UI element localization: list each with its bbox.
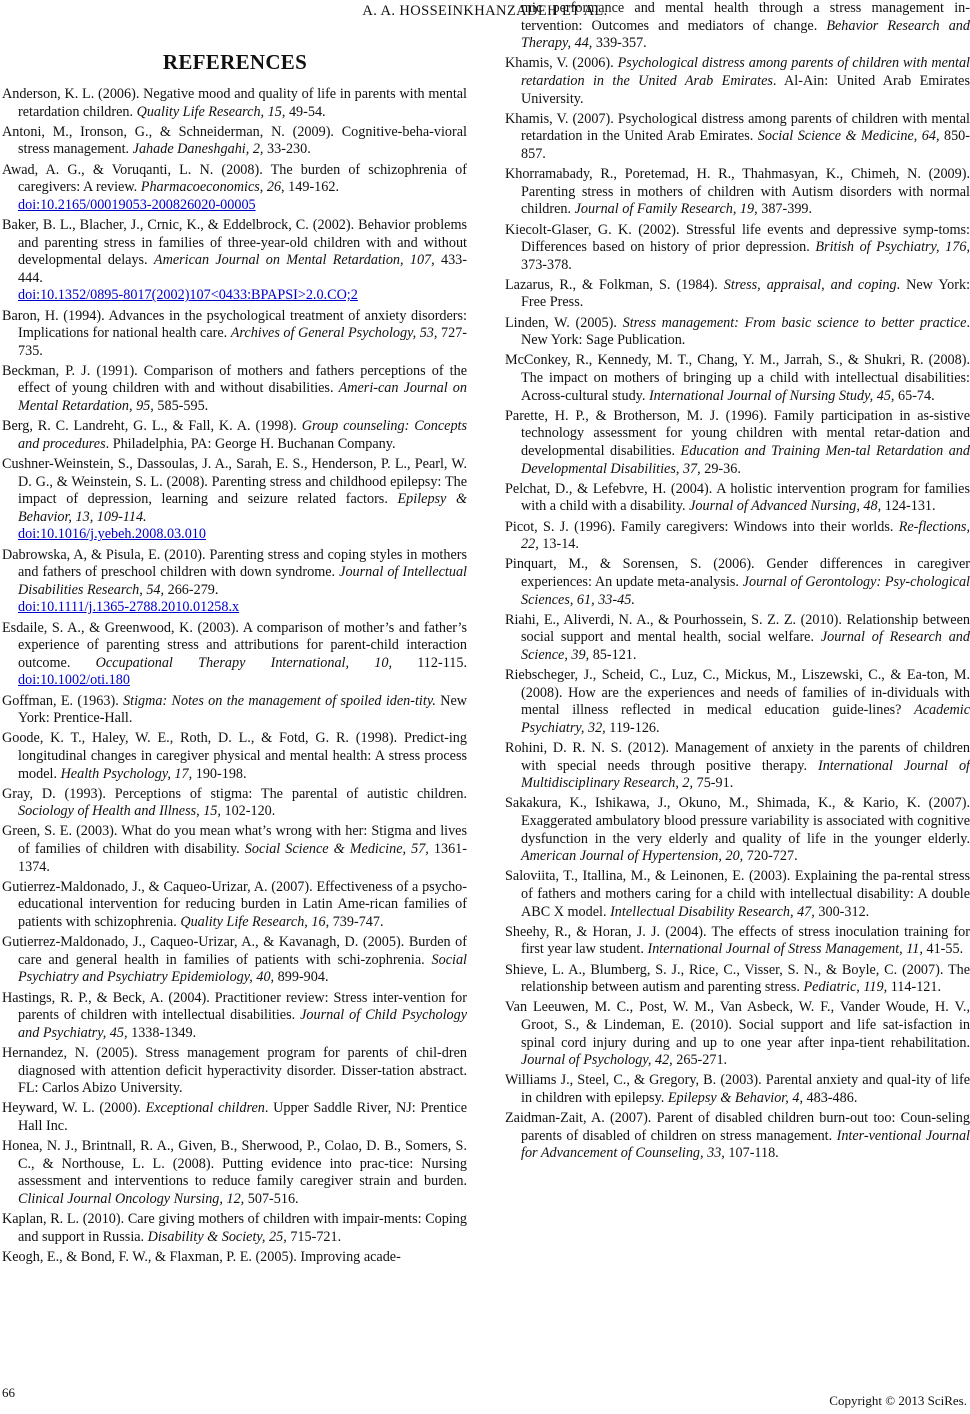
reference-text: . New York: Sage Publication. [521, 314, 970, 349]
journal-title: Epilepsy & Behavior, 13, 109-114. [18, 491, 468, 525]
reference-entry [2, 1138, 467, 1208]
journal-title: Group counseling: Concepts and procedures [18, 418, 467, 452]
reference-text: 13-14. [538, 536, 579, 553]
reference-entry [505, 868, 970, 921]
reference-text: Antoni, M., Ironson, G., & Schneiderman, N. (2009). Cognitive-beha-vioral stress management. [2, 123, 467, 158]
journal-title: Stigma: Notes on the management of spoiled iden-tity. [123, 692, 436, 709]
reference-text: . Upper Saddle River, NJ: Prentice Hall Inc. [18, 1100, 467, 1134]
reference-entry [2, 86, 467, 121]
running-head: A. A. HOSSEINKHANZADEH ET AL. [362, 3, 608, 19]
journal-title: American Journal on Mental Retardation, 107, [153, 252, 435, 269]
journal-title: Journal of Child Psychology and Psychiatry, 45, [18, 1007, 467, 1041]
reference-entry [505, 519, 970, 554]
reference-entry [505, 315, 970, 350]
reference-text: Gutierrez-Maldonado, J., & Caqueo-Urizar, A. (2007). Effectiveness of a psycho-educational intervention for reducing burden in Latin Ame-rican families of patients with schizophrenia. [2, 878, 467, 931]
reference-text: Shieve, L. A., Blumberg, S. J., Rice, C., Visser, S. N., & Boyle, C. (2007). The relationship between autism and parenting stress. [505, 961, 970, 996]
reference-entry [2, 730, 467, 783]
reference-text: Goode, K. T., Haley, W. E., Roth, D. L., & Fotd, G. R. (1998). Predict-ing longitudinal changes in caregiver physical and mental health: A stress process model. [2, 730, 467, 782]
journal-title: Inter-ventional Journal for Advancement of Counseling, 33, [521, 1127, 970, 1162]
journal-title: British of Psychiatry, 176, [815, 239, 970, 256]
reference-text: Heyward, W. L. (2000). [2, 1100, 146, 1117]
reference-entry [505, 222, 970, 275]
reference-text: Honea, N. J., Brintnall, R. A., Given, B., Sherwood, P., Colao, D. B., Somers, S. C., & Northouse, L. L. (2008). Putting evidence into prac-tice: Nursing assessment and interventions to reduce family caregiver strain and burden. [2, 1138, 467, 1190]
reference-entry [2, 1211, 467, 1246]
reference-entry [2, 990, 467, 1043]
reference-text: Picot, S. J. (1996). Family caregivers: Windows into their worlds. [505, 518, 899, 535]
reference-entry [2, 124, 467, 159]
reference-text: McConkey, R., Kennedy, M. T., Chang, Y. M., Jarrah, S., & Shukri, R. (2008). The impact on mothers of bringing up a child with intellectual disabilities: Across-cultural study. [505, 352, 970, 404]
journal-title: Occupational Therapy International, 10, [95, 654, 392, 671]
journal-title: Re-flections, 22, [521, 518, 970, 553]
journal-title: Social Science & Medicine, 57, [244, 841, 429, 858]
reference-entry [2, 456, 467, 544]
reference-text: Goffman, E. (1963). [2, 692, 124, 709]
reference-entry [505, 352, 970, 405]
doi-link[interactable]: doi:10.1111/j.1365-2788.2010.01258.x [18, 599, 240, 616]
doi-link[interactable]: doi:10.1002/oti.180 [18, 672, 130, 689]
reference-entry [505, 612, 970, 665]
journal-title: Stress [723, 276, 758, 293]
reference-text: 124-131. [881, 498, 936, 515]
journal-title: International Journal of Nursing Study, 45, [648, 387, 895, 404]
reference-entry [505, 740, 970, 793]
reference-continued: mic performance and mental health through a stress management in-tervention: Outcomes and mediators of change. Behavior Research and Therapy, 44, 339-357. [521, 0, 970, 52]
journal-title: Health Psychology, 17, [60, 765, 193, 782]
reference-entry [2, 363, 467, 416]
reference-text: 899-904. [274, 969, 329, 986]
journal-title: Clinical Journal Oncology Nursing, 12, [18, 1190, 245, 1207]
journal-title: Journal of Research and Science, 39, [521, 629, 970, 663]
reference-entry [505, 1110, 970, 1163]
reference-text: Khamis, V. (2007). Psychological distress among parents of children with mental retardation in the United Arab Emirates. [505, 110, 970, 145]
reference-text: 585-595. [153, 398, 209, 415]
reference-text: Hernandez, N. (2005). Stress management program for parents of chil-dren diagnosed with attention deficit hyperactivity disorder. Disser-tation abstract. FL: Carlos Abizo University. [2, 1044, 467, 1097]
reference-text: 75-91. [693, 775, 734, 792]
reference-text: 41-55. [922, 941, 964, 958]
doi-link[interactable]: doi:10.1352/0895-8017(2002)107<0433:BPAPSI>2.0.CO;2 [18, 287, 358, 304]
journal-title: and coping [830, 276, 897, 293]
journal-title: Journal of Family Research, 19, [574, 201, 758, 218]
reference-text: , [757, 276, 767, 293]
journal-title: appraisal [766, 276, 822, 293]
reference-text: Kaplan, R. L. (2010). Care giving mothers of children with impair-ments: Coping and support in Russia. [2, 1211, 467, 1245]
reference-text: Berg, R. C. Landreht, G. L., & Fall, K. A. (1998). [2, 418, 302, 435]
reference-entry [2, 308, 467, 361]
reference-text: Parette, H. P., & Brotherson, M. J. (1996). Family participation in as-sistive technology assessment for young children with mental retar-dation and developmental disabilities. [505, 407, 970, 459]
reference-text: 149-162. [284, 179, 339, 196]
journal-title: American Journal of Hypertension, 20, [521, 848, 744, 865]
reference-text: Khamis, V. (2006). [505, 55, 618, 72]
reference-text: 112-115. [392, 654, 468, 671]
reference-text: 265-271. [672, 1052, 728, 1069]
journal-title: Exceptional children [145, 1100, 265, 1117]
reference-text: Lazarus, R., & Folkman, S. (1984). [505, 276, 724, 293]
reference-text: 433-444. [18, 252, 467, 286]
journal-title: Psychological distress among parents of children with mental retardation in the United Arab Emirates [521, 55, 970, 89]
journal-title: Sociology of Health and Illness, 15, [18, 803, 221, 820]
reference-text: Pinquart, M., & Sorensen, S. (2006). Gender differences in caregiver experiences: An update meta-analysis. [505, 556, 970, 590]
reference-text: Hastings, R. P., & Beck, A. (2004). Practitioner review: Stress inter-vention for parents of children with intellectual disabilities. [2, 989, 467, 1024]
reference-text: 720-727. [743, 848, 798, 865]
reference-entry [505, 481, 970, 516]
reference-text: Khorramabady, R., Poretemad, H. R., Thahmasyan, K., Chimeh, N. (2009). Parenting stress in mothers of children with Autism disorders with normal children. [505, 166, 970, 218]
reference-text: Saloviita, T., Itallina, M., & Leinonen, E. (2003). Explaining the pa-rental stress of fathers and mothers caring for a child with intellectual disability: A double ABC X model. [505, 868, 970, 920]
journal-title: Social Science & Medicine, 64, [757, 128, 940, 145]
reference-text: Baron, H. (1994). Advances in the psychological treatment of anxiety disorders: Implications for national health care. [2, 307, 467, 342]
reference-text: . Philadelphia, PA: George H. Buchanan Company. [105, 435, 396, 452]
journal-title: Pediatric, 119, [803, 979, 888, 996]
journal-title: International Journal of Multidisciplinary Research, 2, [521, 757, 970, 792]
journal-title: Archives of General Psychology, 53, [230, 325, 438, 342]
reference-entry [2, 823, 467, 876]
reference-text: 33-230. [263, 141, 311, 158]
page-number: 66 [2, 1385, 15, 1400]
reference-text: 85-121. [589, 646, 637, 663]
reference-text: . Al-Ain: United Arab Emirates University. [521, 72, 970, 107]
reference-entry [505, 277, 970, 312]
reference-text: Anderson, K. L. (2006). Negative mood and quality of life in parents with mental retardation children. [2, 86, 467, 120]
reference-text: Sakakura, K., Ishikawa, J., Okuno, M., Shimada, K., & Kario, K. (2007). Exaggerated ambulatory blood pressure variability is associated with cognitive dysfunction in the very elderly and quality of life in the younger elderly. [505, 795, 970, 847]
reference-text: , [821, 276, 831, 293]
right-column [505, 0, 970, 1165]
reference-text: 727-735. [18, 325, 468, 359]
journal-title: Journal of Intellectual Disabilities Research, 54, [18, 564, 468, 598]
doi-link[interactable]: doi:10.2165/00019053-200826020-00005 [18, 196, 256, 213]
reference-text: Linden, W. (2005). [505, 314, 623, 331]
reference-text: Baker, B. L., Blacher, J., Crnic, K., & Eddelbrock, C. (2002). Behavior problems and parenting stress in families of three-year-old children with and without developmental delays. [2, 216, 467, 269]
reference-text: 507-516. [244, 1190, 299, 1207]
reference-text: Keogh, E., & Bond, F. W., & Flaxman, P. E. (2005). Improving acade- [2, 1248, 401, 1265]
journal-title: Intellectual Disability Research, 47, [610, 903, 815, 920]
reference-text: 107-118. [724, 1145, 779, 1162]
reference-text: Sheehy, R., & Horan, J. J. (2004). The effects of stress inoculation training for first year law student. [505, 923, 970, 958]
journal-title: Epilepsy & Behavior, 4, [667, 1089, 803, 1106]
reference-text: 114-121. [887, 979, 942, 996]
reference-text: Riebscheger, J., Scheid, C., Luz, C., Mickus, M., Liszewski, C., & Ea-ton, M. (2008). How are the experiences and needs of families of in-dividuals with mental illness reflected in medical education guide-lines? [505, 667, 970, 719]
reference-entry [505, 111, 970, 164]
reference-text: 29-36. [700, 460, 741, 477]
journal-title: Journal of Advanced Nursing, 48, [689, 498, 882, 515]
reference-text: 715-721. [286, 1228, 342, 1245]
journal-title: Stress management: From basic science to better practice [622, 314, 967, 331]
references-heading: REFERENCES [162, 50, 308, 74]
reference-text: Van Leeuwen, M. C., Post, W. M., Van Asbeck, W. F., Vander Woude, H. V., Groot, S., & Lindeman, E. (2010). Social support and life sat-isfaction in spinal cord injury during and up to one year after inpa-tient rehabilitation. [505, 999, 970, 1051]
reference-text: . New York: Free Press. [521, 276, 970, 311]
journal-title: Academic Psychiatry, 32, [521, 702, 970, 736]
reference-entry [2, 786, 467, 821]
reference-text: 373-378. [521, 256, 572, 273]
reference-entry [505, 556, 970, 609]
reference-entry [2, 418, 467, 453]
reference-entry [2, 1045, 467, 1098]
reference-entry [505, 166, 970, 219]
reference-text: Cushner-Weinstein, S., Dassoulas, J. A., Sarah, E. S., Henderson, P. L., Pearl, W. D. G., & Weinstein, S. L. (2008). Parenting stress and childhood epilepsy: The impact of depression, learning and seizure related factors. [2, 456, 467, 508]
reference-entry [2, 217, 467, 305]
reference-text: 850-857. [521, 128, 970, 162]
reference-text: Awad, A. G., & Voruqanti, L. N. (2008). The burden of schizophrenia of caregivers: A review. [2, 161, 467, 196]
reference-entry [505, 1072, 970, 1107]
journal-title: Disability & Society, 25, [147, 1228, 287, 1245]
journal-title: Quality Life Research, 15, [136, 103, 286, 120]
reference-text: Beckman, P. J. (1991). Comparison of mothers and fathers perceptions of the effect of young children with and without disabilities. [2, 362, 467, 397]
reference-text: Kiecolt-Glaser, G. K. (2002). Stressful life events and depressive symp-toms: Differences based on history of prior depression. [505, 221, 970, 256]
reference-entry [2, 547, 467, 617]
reference-text: 49-54. [285, 103, 326, 120]
journal-title: Journal of Gerontology: Psy-chological Sciences, 61, 33-45. [521, 573, 970, 608]
reference-entry [505, 999, 970, 1069]
reference-entry [2, 1249, 467, 1267]
journal-title: Quality Life Research, 16, [180, 914, 330, 931]
reference-entry [2, 1100, 467, 1135]
reference-text: New York: Prentice-Hall. [18, 692, 468, 727]
reference-text: 387-399. [757, 201, 813, 218]
reference-entry [2, 620, 467, 690]
reference-entry [505, 667, 970, 737]
journal-title: Ameri-can Journal on Mental Retardation, 95, [18, 380, 467, 415]
reference-text: Esdaile, S. A., & Greenwood, K. (2003). A comparison of mother’s and father’s experience of parenting stress and attributions for parent-child interaction outcome. [2, 619, 467, 671]
reference-entry [505, 55, 970, 108]
reference-entry [505, 962, 970, 997]
copyright-notice: Copyright © 2013 SciRes. [829, 1393, 967, 1408]
reference-entry [2, 162, 467, 215]
journal-title: Pharmacoeconomics, 26, [140, 179, 285, 196]
reference-entry [2, 693, 467, 728]
journal-title: Jahade Daneshgahi, 2, [132, 141, 264, 158]
reference-entry [505, 924, 970, 959]
journal-title: Journal of Psychology, 42, [521, 1052, 673, 1069]
doi-link[interactable]: doi:10.1016/j.yebeh.2008.03.010 [18, 526, 206, 543]
reference-entry [505, 408, 970, 478]
journal-title: Social Psychiatry and Psychiatry Epidemiology, 40, [18, 951, 467, 986]
reference-entry [2, 879, 467, 932]
reference-text: 102-120. [220, 803, 276, 820]
reference-text: Pelchat, D., & Lefebvre, H. (2004). A holistic intervention program for families with a child with a disability. [505, 480, 970, 515]
reference-text: 300-312. [814, 903, 870, 920]
reference-text: 1338-1349. [127, 1024, 197, 1041]
reference-entry [505, 795, 970, 865]
reference-text: 739-747. [329, 914, 384, 931]
reference-text: Rohini, D. R. N. S. (2012). Management of anxiety in the parents of children with special needs through positive therapy. [505, 740, 970, 774]
journal-title: Education and Training Men-tal Retardation and Developmental Disabilities, 37, [521, 443, 970, 477]
reference-text: Williams J., Steel, C., & Gregory, B. (2003). Parental anxiety and qual-ity of life in children with epilepsy. [505, 1072, 970, 1106]
reference-text: 266-279. [164, 581, 219, 598]
journal-title: International Journal of Stress Management, 11, [647, 941, 923, 958]
reference-text: Green, S. E. (2003). What do you mean what’s wrong with her: Stigma and lives of families of children with disability. [2, 823, 467, 858]
reference-text: Gutierrez-Maldonado, J., Caqueo-Urizar, A., & Kavanagh, D. (2005). Burden of care and general health in families of patients with schi-zophrenia. [2, 934, 467, 968]
reference-text: Zaidman-Zait, A. (2007). Parent of disabled children burn-out too: Coun-seling parents of disabled of children on stress management. [505, 1110, 970, 1144]
reference-text: 483-486. [803, 1089, 858, 1106]
reference-text: 1361-1374. [18, 841, 467, 875]
reference-text: 190-198. [192, 765, 247, 782]
reference-text: Riahi, E., Aliverdi, N. A., & Pourhossein, S. Z. Z. (2010). Relationship between social support and mental health, social welfare. [505, 611, 970, 646]
reference-entry [2, 934, 467, 987]
reference-text: Gray, D. (1993). Perceptions of stigma: The parental of autistic children. [2, 785, 467, 802]
reference-text: Dabrowska, A, & Pisula, E. (2010). Parenting stress and coping styles in mothers and fathers of preschool children with down syndrome. [2, 546, 467, 581]
reference-text: 65-74. [894, 387, 935, 404]
left-column [2, 86, 467, 1269]
reference-text: 119-126. [605, 719, 660, 736]
